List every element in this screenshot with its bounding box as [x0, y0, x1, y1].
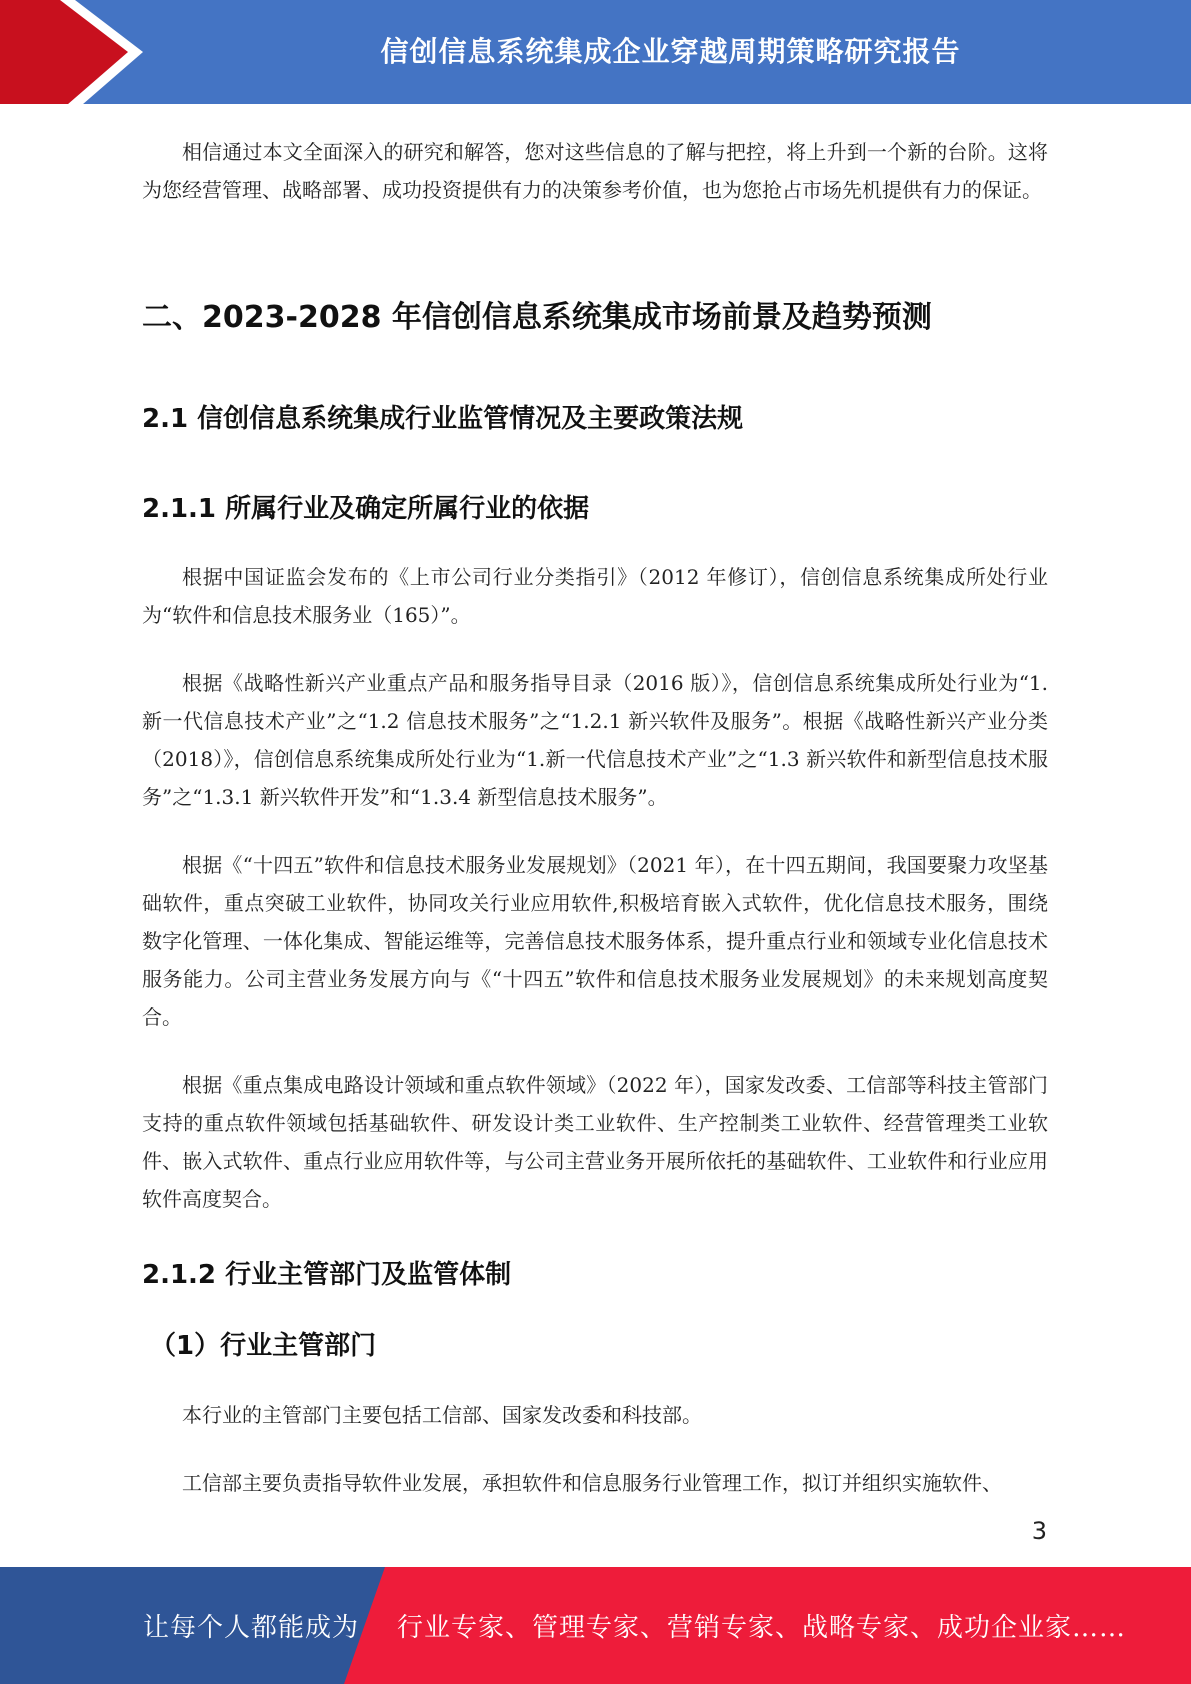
intro-paragraph: 相信通过本文全面深入的研究和解答，您对这些信息的了解与把控，将上升到一个新的台阶。这将为您经营管理、战略部署、成功投资提供有力的决策参考价值，也为您抢占市场先机提供有力的保证。: [142, 140, 1048, 202]
report-title: 信创信息系统集成企业穿越周期策略研究报告: [380, 35, 961, 68]
subsection-heading-2-1-1: 2.1.1 所属行业及确定所属行业的依据: [142, 494, 590, 524]
page-footer: [0, 1567, 1191, 1684]
paragraph: 本行业的主管部门主要包括工信部、国家发改委和科技部。: [182, 1403, 702, 1427]
paragraphs-2-1-2: [142, 1396, 1048, 1502]
paragraph: 根据中国证监会发布的《上市公司行业分类指引》（2012 年修订），信创信息系统集成所处行业为“软件和信息技术服务业（165）”。: [142, 565, 1048, 627]
subsection-heading-2-1: 2.1 信创信息系统集成行业监管情况及主要政策法规: [142, 404, 744, 434]
paragraph: 根据《战略性新兴产业重点产品和服务指导目录（2016 版）》，信创信息系统集成所处行业为“1.新一代信息技术产业”之“1.2 信息技术服务”之“1.2.1 新兴软件及服务”。根据《战略性新兴产业分类（2018）》，信创信息系统集成所处行业为“1.新一代信息技术产业”之“1.3 新兴软件和新型信息技术服务”之“1.3.1 新兴软件开发”和“1.3.4 新型信息技术服务”。: [142, 671, 1048, 809]
section-title: 二、2023-2028 年信创信息系统集成市场前景及趋势预测: [142, 300, 932, 335]
page-header: [0, 0, 1191, 111]
paragraph: 根据《重点集成电路设计领域和重点软件领域》（2022 年），国家发改委、工信部等科技主管部门支持的重点软件领域包括基础软件、研发设计类工业软件、生产控制类工业软件、经营管理类工业软件、嵌入式软件、重点行业应用软件等，与公司主营业务开展所依托的基础软件、工业软件和行业应用软件高度契合。: [142, 1073, 1048, 1211]
paragraphs-2-1-1: [142, 558, 1048, 1218]
paragraph: 根据《“十四五”软件和信息技术服务业发展规划》（2021 年），在十四五期间，我国要聚力攻坚基础软件，重点突破工业软件，协同攻关行业应用软件,积极培育嵌入式软件，优化信息技术服务，围绕数字化管理、一体化集成、智能运维等，完善信息技术服务体系，提升重点行业和领域专业化信息技术服务能力。公司主营业务发展方向与《“十四五”软件和信息技术服务业发展规划》的未来规划高度契合。: [142, 853, 1048, 1029]
page-number: 3: [1031, 1517, 1047, 1545]
intro-section: [142, 133, 1048, 209]
subsection-heading-2-1-2: 2.1.2 行业主管部门及监管体制: [142, 1260, 512, 1290]
footer-slogan-right: 行业专家、管理专家、营销专家、战略专家、成功企业家……: [397, 1613, 1127, 1643]
paragraph: 工信部主要负责指导软件业发展，承担软件和信息服务行业管理工作，拟订并组织实施软件、: [182, 1471, 1002, 1495]
footer-slogan-left: 让每个人都能成为: [143, 1613, 360, 1643]
heading-industry-authority: （1）行业主管部门: [150, 1331, 377, 1361]
